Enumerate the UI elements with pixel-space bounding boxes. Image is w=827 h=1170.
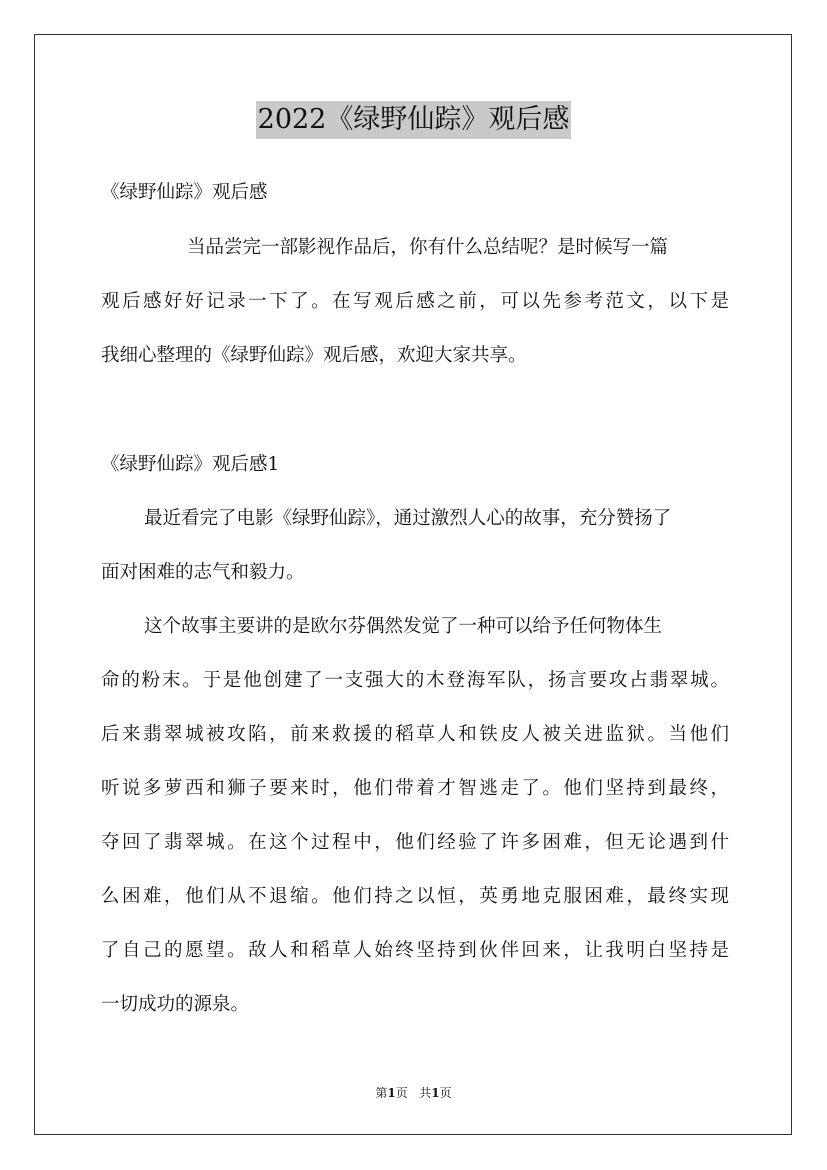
para2-line-4: 听说多萝西和狮子要来时，他们带着才智逃走了。他们坚持到最终， <box>101 778 729 799</box>
para2-line-1: 这个故事主要讲的是欧尔芬偶然发觉了一种可以给予任何物体生 <box>144 616 663 637</box>
para2-line-3: 后来翡翠城被攻陷，前来救援的稻草人和铁皮人被关进监狱。当他们 <box>101 724 729 745</box>
intro-line-3: 我细心整理的《绿野仙踪》观后感，欢迎大家共享。 <box>101 345 527 366</box>
para2-line-8: 一切成功的源泉。 <box>101 994 250 1015</box>
page-number: 1 <box>387 1086 396 1100</box>
intro-line-2: 观后感好好记录一下了。在写观后感之前，可以先参考范文，以下是 <box>101 291 729 312</box>
para2-line-2: 命的粉末。于是他创建了一支强大的木登海军队，扬言要攻占翡翠城。 <box>101 670 729 691</box>
section-heading: 《绿野仙踪》观后感1 <box>101 454 280 475</box>
total-label-suffix: 页 <box>439 1086 452 1100</box>
para2-line-6: 么困难，他们从不退缩。他们持之以恒，英勇地克服困难，最终实现 <box>101 886 729 907</box>
page-label-prefix: 第 <box>375 1086 388 1100</box>
para2-line-7: 了自己的愿望。敌人和稻草人始终坚持到伙伴回来，让我明白坚持是 <box>101 940 729 961</box>
document-subtitle: 《绿野仙踪》观后感 <box>101 182 268 203</box>
total-pages: 1 <box>431 1086 440 1100</box>
para1-line-2: 面对困难的志气和毅力。 <box>101 562 305 583</box>
title-wrap <box>0 101 827 139</box>
para2-line-5: 夺回了翡翠城。在这个过程中，他们经验了许多困难，但无论遇到什 <box>101 832 729 853</box>
total-label-prefix: 共 <box>419 1086 432 1100</box>
para1-line-1: 最近看完了电影《绿野仙踪》，通过激烈人心的故事，充分赞扬了 <box>144 508 672 529</box>
document-title: 2022《绿野仙踪》观后感 <box>256 101 572 139</box>
page-footer <box>0 1085 827 1101</box>
page-label-suffix: 页 <box>395 1086 408 1100</box>
intro-line-1: 当品尝完一部影视作品后，你有什么总结呢？是时候写一篇 <box>187 237 669 258</box>
